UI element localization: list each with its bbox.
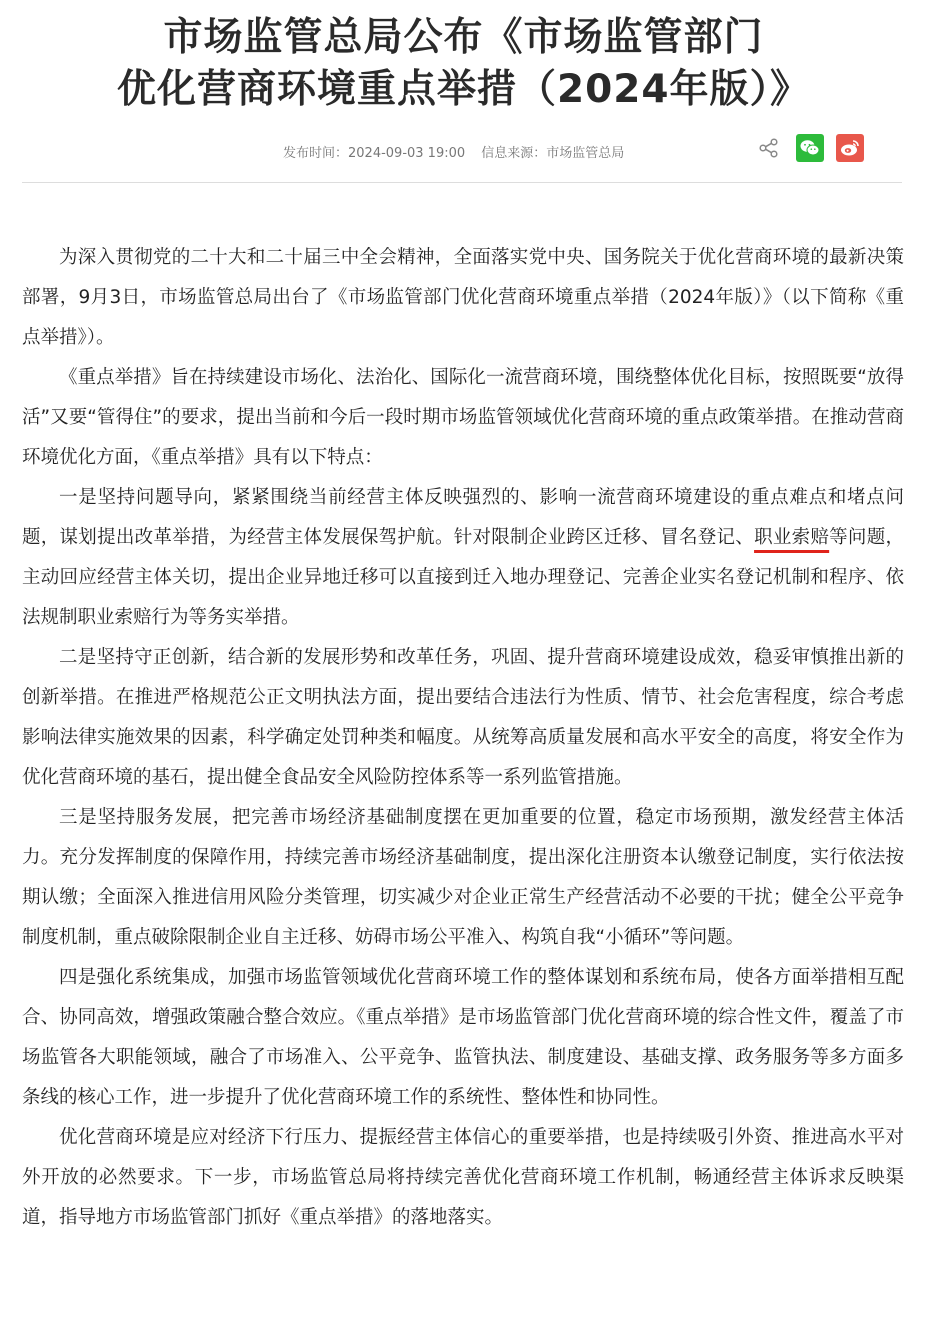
wechat-icon — [799, 138, 821, 158]
paragraph: 为深入贯彻党的二十大和二十届三中全会精神，全面落实党中央、国务院关于优化营商环境的最新决策部署，9月3日，市场监管总局出台了《市场监管部门优化营商环境重点举措（2024年版）》（以下简称《重点举措》）。 — [22, 247, 904, 348]
weibo-share-button[interactable] — [836, 134, 864, 162]
paragraph: 三是坚持服务发展，把完善市场经济基础制度摆在更加重要的位置，稳定市场预期，激发经营主体活力。充分发挥制度的保障作用，持续完善市场经济基础制度，提出深化注册资本认缴登记制度，实行依法按期认缴；全面深入推进信用风险分类管理，切实减少对企业正常生产经营活动不必要的干扰；健全公平竞争制度机制，重点破除限制企业自主迁移、妨碍市场公平准入、构筑自我“小循环”等问题。 — [22, 807, 904, 948]
paragraph: 二是坚持守正创新，结合新的发展形势和改革任务，巩固、提升营商环境建设成效，稳妥审慎推出新的创新举措。在推进严格规范公正文明执法方面，提出要结合违法行为性质、情节、社会危害程度，综合考虑影响法律实施效果的因素，科学确定处罚种类和幅度。从统筹高质量发展和高水平安全的高度，将安全作为优化营商环境的基石，提出健全食品安全风险防控体系等一系列监管措施。 — [22, 647, 904, 788]
paragraph-text: 等问题，主动回应经营主体关切，提出企业异地迁移可以直接到迁入地办理登记、完善企业实名登记机制和程序、依法规制职业索赔行为等务实举措。 — [22, 527, 904, 628]
publish-time: 发布时间：2024-09-03 19:00 — [283, 146, 466, 161]
paragraph: 优化营商环境是应对经济下行压力、提振经营主体信心的重要举措，也是持续吸引外资、推进高水平对外开放的必然要求。下一步，市场监管总局将持续完善优化营商环境工作机制，畅通经营主体诉求反映渠道，指导地方市场监管部门抓好《重点举措》的落地落实。 — [22, 1127, 904, 1228]
info-source: 信息来源：市场监管总局 — [481, 146, 625, 161]
share-bar — [758, 134, 864, 162]
article-title-line1: 市场监管总局公布《市场监管部门 — [163, 15, 764, 60]
article-title — [0, 12, 927, 116]
article-title-line2: 优化营商环境重点举措（2024年版）》 — [116, 67, 811, 112]
paragraph — [22, 478, 904, 638]
paragraph-text: 一是坚持问题导向，紧紧围绕当前经营主体反映强烈的、影响一流营商环境建设的重点难点和堵点问题，谋划提出改革举措，为经营主体发展保驾护航。针对限制企业跨区迁移、冒名登记、 — [22, 487, 904, 548]
wechat-share-button[interactable] — [796, 134, 824, 162]
share-icon[interactable] — [758, 137, 780, 159]
paragraph: 《重点举措》旨在持续建设市场化、法治化、国际化一流营商环境，围绕整体优化目标，按照既要“放得活”又要“管得住”的要求，提出当前和今后一段时期市场监管领域优化营商环境的重点政策举措。在推动营商环境优化方面，《重点举措》具有以下特点： — [22, 367, 904, 468]
header-divider — [22, 182, 902, 183]
red-underlined-phrase: 职业索赔 — [754, 527, 830, 548]
paragraph: 四是强化系统集成，加强市场监管领域优化营商环境工作的整体谋划和系统布局，使各方面举措相互配合、协同高效，增强政策融合整合效应。《重点举措》是市场监管部门优化营商环境的综合性文件，覆盖了市场监管各大职能领域，融合了市场准入、公平竞争、监管执法、制度建设、基础支撑、政务服务等多方面多条线的核心工作，进一步提升了优化营商环境工作的系统性、整体性和协同性。 — [22, 967, 904, 1108]
weibo-icon — [839, 138, 861, 158]
article-body — [22, 238, 904, 1238]
article-meta — [283, 142, 636, 161]
